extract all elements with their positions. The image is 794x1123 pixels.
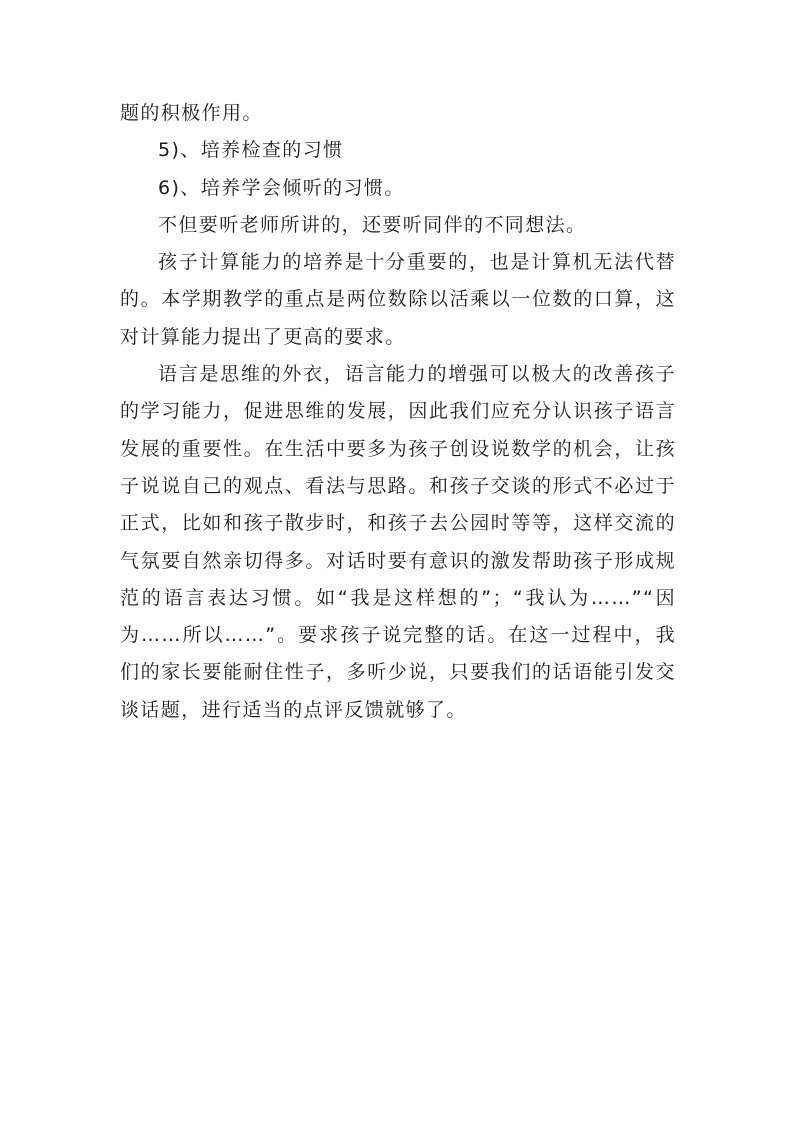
paragraph-item-5: 5)、培养检查的习惯 xyxy=(158,139,344,162)
paragraph-calculation: 孩子计算能力的培养是十分重要的，也是计算机无法代替的。本学期教学的重点是两位数除以活乘以一位数的口算，这对计算能力提出了更高的要求。 xyxy=(120,251,676,348)
paragraph-language: 语言是思维的外衣，语言能力的增强可以极大的改善孩子的学习能力，促进思维的发展，因此我们应充分认识孩子语言发展的重要性。在生活中要多为孩子创设说数学的机会，让孩子说说自己的观点、看法与思路。和孩子交谈的形式不必过于正式，比如和孩子散步时，和孩子去公园时等等，这样交流的气氛要自然亲切得多。对话时要有意识的激发帮助孩子形成规范的语言表达习惯。如“我是这样想的”；“我认为……”“因为……所以……”。要求孩子说完整的话。在这一过程中，我们的家长要能耐住性子，多听少说，只要我们的话语能引发交谈话题，进行适当的点评反馈就够了。 xyxy=(120,363,676,721)
document-body xyxy=(120,95,676,729)
paragraph-listening: 不但要听老师所讲的，还要听同伴的不同想法。 xyxy=(158,213,587,236)
paragraph-item-6: 6)、培养学会倾听的习惯。 xyxy=(158,176,405,199)
paragraph-continuation: 题的积极作用。 xyxy=(120,102,263,124)
